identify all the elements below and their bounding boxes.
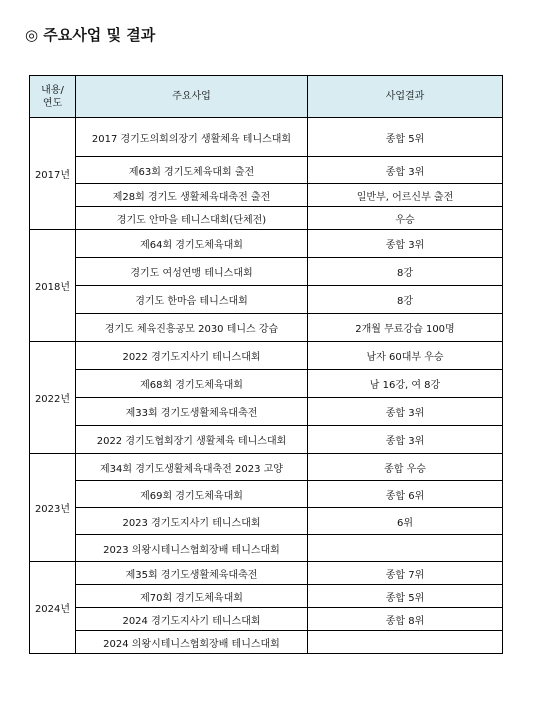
header-year [30,76,76,118]
table-row [30,370,503,398]
result-cell: 우승 [308,207,503,230]
result-cell: 종합 우승 [308,454,503,481]
table-row [30,535,503,562]
year-cell: 2023년 [30,454,76,562]
result-cell: 종합 3위 [308,426,503,454]
business-cell: 2022 경기도협회장기 생활체육 테니스대회 [76,426,308,454]
table-row [30,207,503,230]
business-cell: 제70회 경기도체육대회 [76,585,308,608]
header-year-line1: 내용/ [41,84,64,96]
result-cell [308,631,503,654]
table-row [30,258,503,286]
result-cell: 종합 3위 [308,398,503,426]
table-row [30,342,503,370]
result-cell: 종합 3위 [308,157,503,184]
business-cell: 제63회 경기도체육대회 출전 [76,157,308,184]
page-title: ◎ 주요사업 및 결과 [25,26,156,44]
business-results-table [29,75,503,654]
business-cell: 제33회 경기도생활체육대축전 [76,398,308,426]
header-result: 사업결과 [308,76,503,118]
table-row [30,608,503,631]
business-cell: 경기도 체육진흥공모 2030 테니스 강습 [76,314,308,342]
result-cell: 종합 3위 [308,230,503,258]
result-cell: 6위 [308,508,503,535]
business-cell: 2023 의왕시테니스협회장배 테니스대회 [76,535,308,562]
business-cell: 2017 경기도의회의장기 생활체육 테니스대회 [76,118,308,157]
result-cell: 종합 6위 [308,481,503,508]
business-cell: 경기도 안마을 테니스대회(단체전) [76,207,308,230]
header-year-line2: 연도 [42,97,63,109]
business-cell: 제35회 경기도생활체육대축전 [76,562,308,585]
table-row [30,508,503,535]
result-cell: 종합 5위 [308,118,503,157]
table-row [30,426,503,454]
table-row [30,454,503,481]
table-row [30,184,503,207]
result-cell: 종합 7위 [308,562,503,585]
result-cell: 8강 [308,258,503,286]
year-cell: 2022년 [30,342,76,454]
table-row [30,585,503,608]
result-cell: 남자 60대부 우승 [308,342,503,370]
result-cell: 2개월 무료강습 100명 [308,314,503,342]
table-row [30,631,503,654]
table-row [30,562,503,585]
business-cell: 제28회 경기도 생활체육대축전 출전 [76,184,308,207]
table-row [30,286,503,314]
business-cell: 제64회 경기도체육대회 [76,230,308,258]
business-cell: 제34회 경기도생활체육대축전 2023 고양 [76,454,308,481]
business-cell: 경기도 여성연맹 테니스대회 [76,258,308,286]
table-row [30,157,503,184]
table-row [30,230,503,258]
business-cell: 경기도 한마음 테니스대회 [76,286,308,314]
business-cell: 2022 경기도지사기 테니스대회 [76,342,308,370]
business-cell: 2024 의왕시테니스협회장배 테니스대회 [76,631,308,654]
result-cell: 남 16강, 여 8강 [308,370,503,398]
business-cell: 2024 경기도지사기 테니스대회 [76,608,308,631]
header-business: 주요사업 [76,76,308,118]
result-cell: 종합 5위 [308,585,503,608]
result-cell [308,535,503,562]
business-cell: 제68회 경기도체육대회 [76,370,308,398]
business-cell: 제69회 경기도체육대회 [76,481,308,508]
table-header-row [30,76,503,118]
table-row [30,314,503,342]
year-cell: 2024년 [30,562,76,654]
result-cell: 8강 [308,286,503,314]
table-row [30,481,503,508]
result-cell: 일반부, 어르신부 출전 [308,184,503,207]
result-cell: 종합 8위 [308,608,503,631]
year-cell: 2018년 [30,230,76,342]
table-row [30,398,503,426]
year-cell: 2017년 [30,118,76,230]
business-cell: 2023 경기도지사기 테니스대회 [76,508,308,535]
table-row [30,118,503,157]
